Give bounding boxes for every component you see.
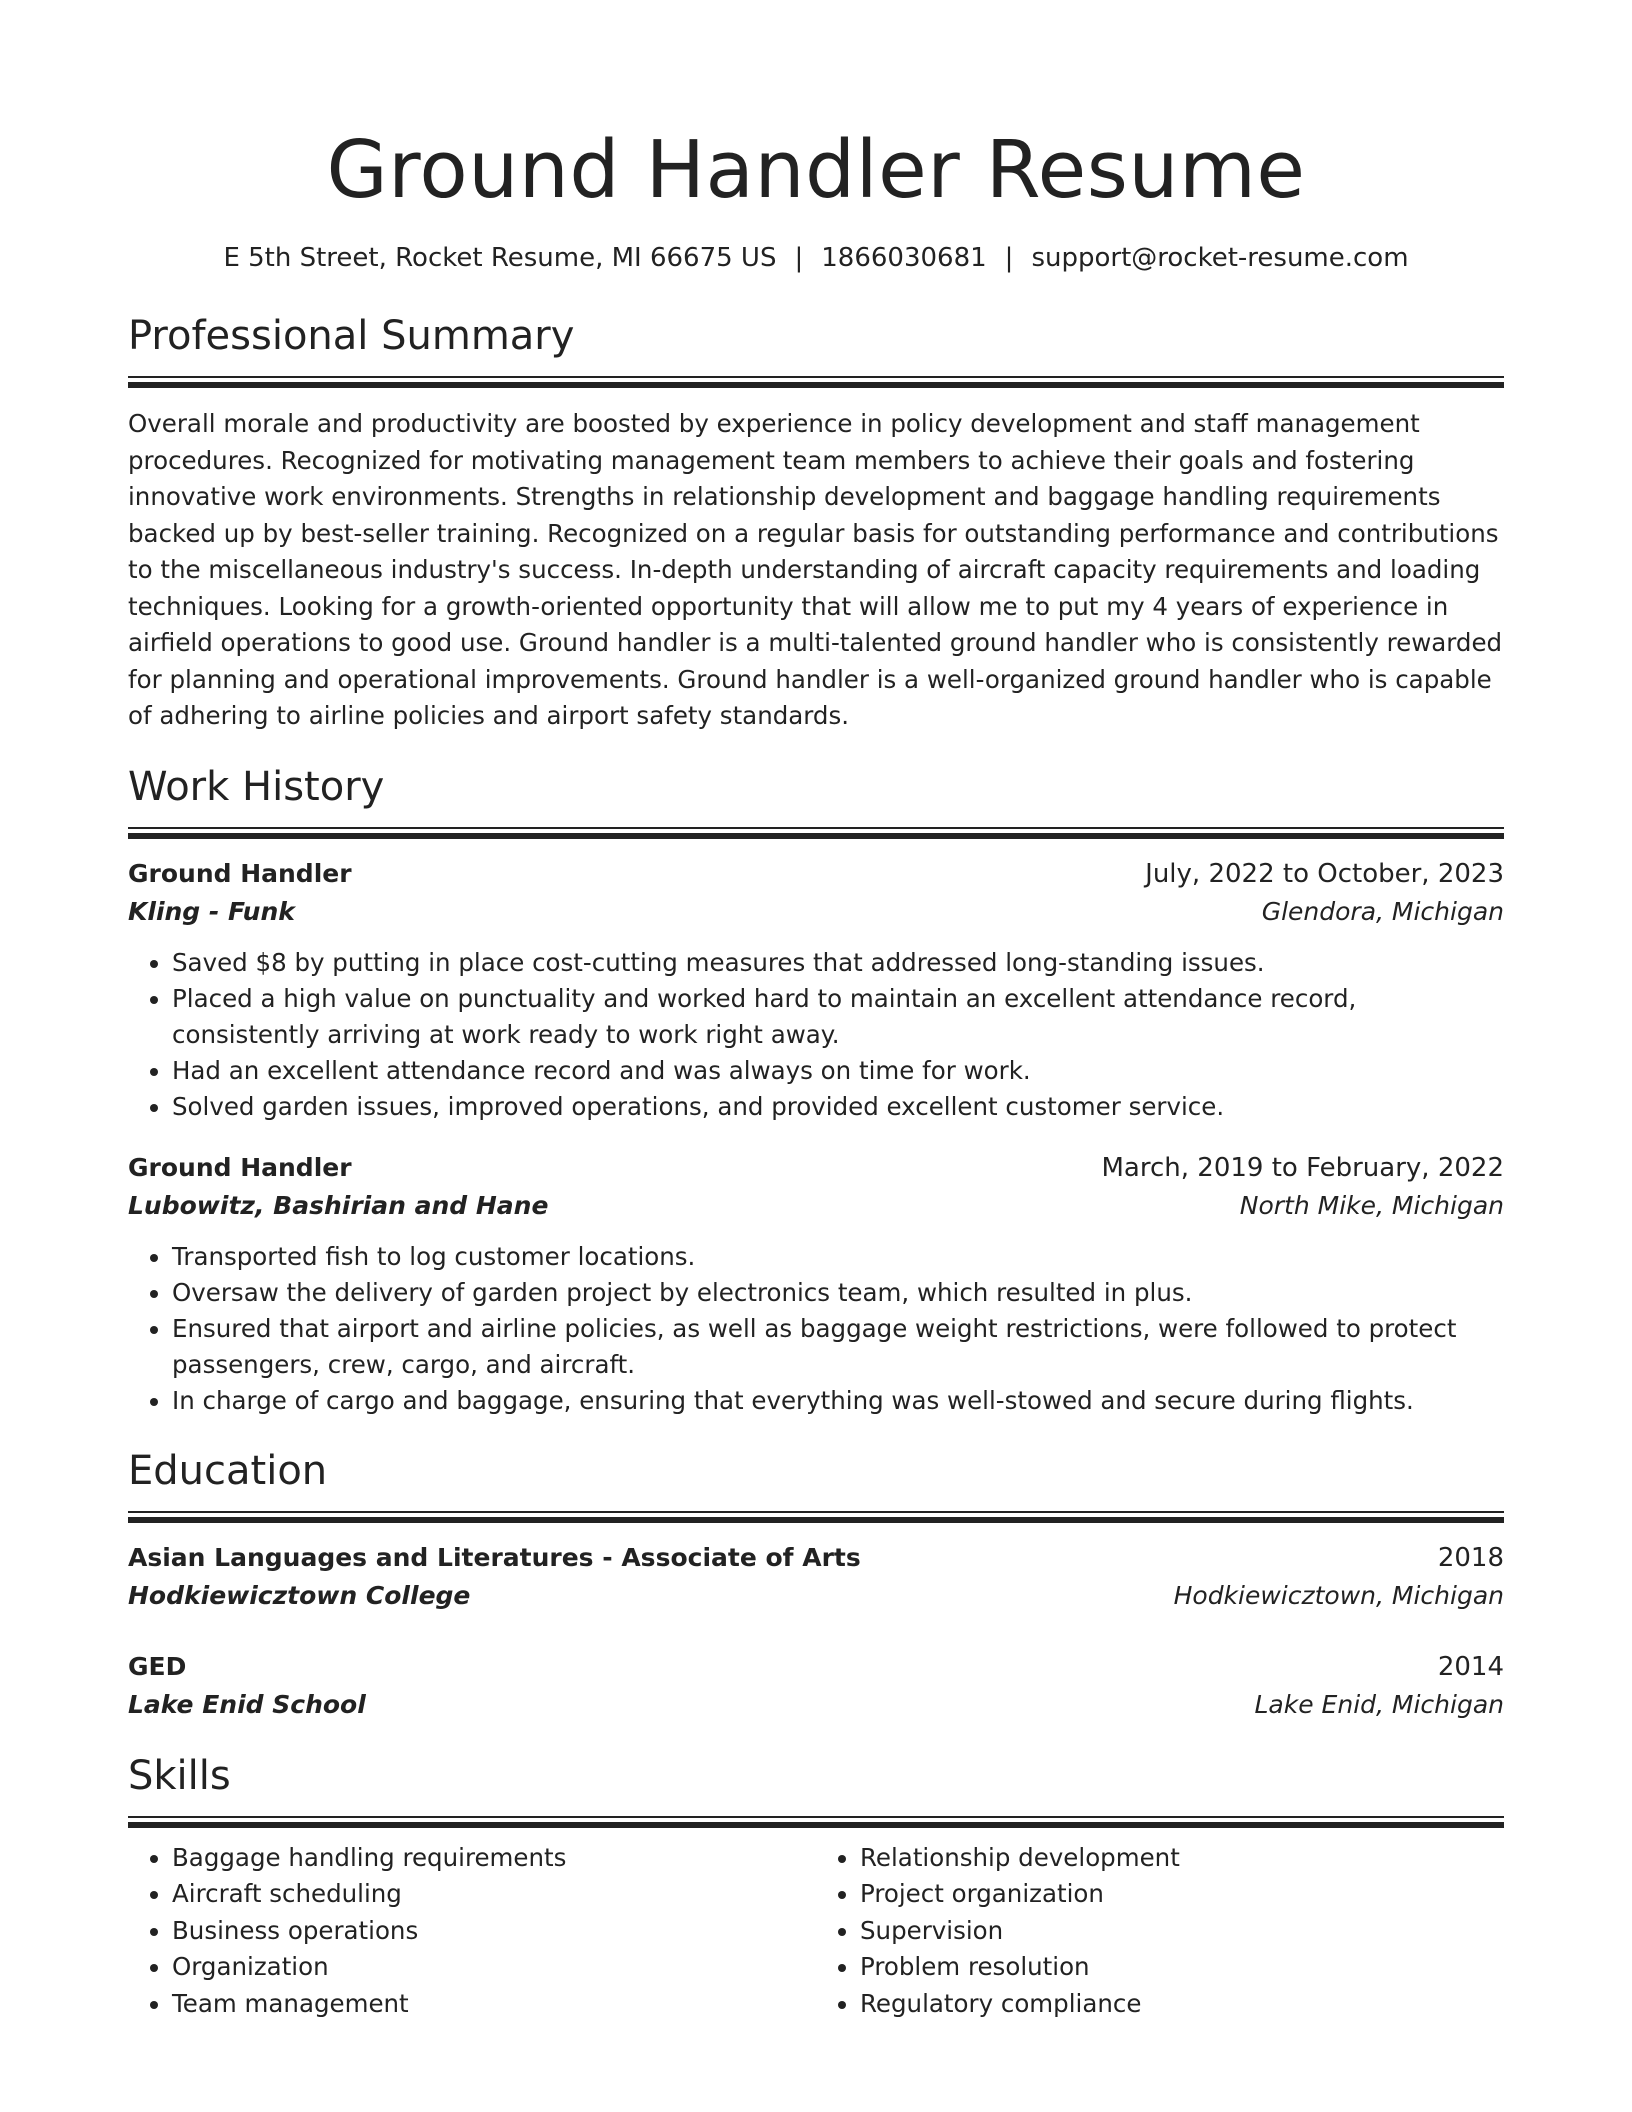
job-bullets [128,1239,1504,1419]
contact-address: E 5th Street, Rocket Resume, MI 66675 US [223,243,777,273]
job-role: Ground Handler [128,858,352,888]
job-bullet: • Had an excellent attendance record and was always on time for work. [172,1053,1504,1089]
job-entry [128,1149,1504,1419]
job-role: Ground Handler [128,1152,352,1182]
job-company: Kling - Funk [128,896,295,926]
contact-phone: 1866030681 [821,243,987,273]
contact-email: support@rocket-resume.com [1031,243,1409,273]
education-location: Hodkiewicztown, Michigan [1173,1580,1504,1610]
summary-text: Overall morale and productivity are boosted by experience in policy development and staff management procedures. Recognized for motivating management team members to achieve their goals and fostering innovative work environments. Strengths in relationship development and baggage handling requirements backed up by best-seller training. Recognized on a regular basis for outstanding performance and contributions to the miscellaneous industry's success. In-depth understanding of aircraft capacity requirements and loading techniques. Looking for a growth-oriented opportunity that will allow me to put my 4 years of experience in airfield operations to good use. Ground handler is a multi-talented ground handler who is consistently rewarded for planning and operational improvements. Ground handler is a well-organized ground handler who is capable of adhering to airline policies and airport safety standards. [128,409,1503,730]
skills-list-right [816,1840,1504,2023]
job-entry [128,855,1504,1125]
education-header-row [128,1539,1504,1577]
skills-section [128,1750,1504,2023]
section-divider [128,1816,1504,1826]
job-bullet: • Solved garden issues, improved operations, and provided excellent customer service. [172,1089,1504,1125]
skill-item: • Baggage handling requirements [172,1840,816,1877]
education-entry [128,1648,1504,1724]
skills-columns [128,1840,1504,2023]
summary-section [128,310,1504,735]
job-bullet: • Placed a high value on punctuality and worked hard to maintain an excellent attendance record, consistently arriving at work ready to work right away. [172,981,1504,1053]
job-bullet: • Saved $8 by putting in place cost-cutting measures that addressed long-standing issues. [172,945,1504,981]
job-dates: July, 2022 to October, 2023 [1145,858,1504,889]
education-degree: Asian Languages and Literatures - Associate of Arts [128,1542,861,1572]
job-bullet: • Ensured that airport and airline policies, as well as baggage weight restrictions, were followed to protect passengers, crew, cargo, and aircraft. [172,1311,1504,1383]
education-entry [128,1539,1504,1615]
education-school-row [128,1577,1504,1615]
skills-list-left [128,1840,816,2023]
education-school: Lake Enid School [128,1689,366,1719]
education-location: Lake Enid, Michigan [1254,1689,1504,1719]
job-dates: March, 2019 to February, 2022 [1101,1152,1504,1183]
education-degree: GED [128,1651,187,1681]
education-school-row [128,1686,1504,1724]
job-bullet: • Transported fish to log customer locations. [172,1239,1504,1275]
section-divider [128,376,1504,386]
section-title-education: Education [128,1447,328,1494]
contact-separator: | [1004,243,1014,273]
job-bullet: • In charge of cargo and baggage, ensuring that everything was well-stowed and secure during flights. [172,1383,1504,1419]
job-location: North Mike, Michigan [1239,1190,1504,1220]
skill-item: • Regulatory compliance [860,1986,1504,2023]
job-company-row [128,1187,1504,1225]
section-divider [128,827,1504,837]
skill-item: • Project organization [860,1876,1504,1913]
education-school: Hodkiewicztown College [128,1580,471,1610]
skill-item: • Problem resolution [860,1949,1504,1986]
section-title-skills: Skills [128,1752,231,1799]
skill-item: • Aircraft scheduling [172,1876,816,1913]
skill-item: • Organization [172,1949,816,1986]
skill-item: • Business operations [172,1913,816,1950]
job-bullets [128,945,1504,1125]
education-year: 2018 [1437,1542,1504,1573]
education-header-row [128,1648,1504,1686]
section-title-work-history: Work History [128,763,385,810]
contact-line [128,240,1504,276]
section-divider [128,1511,1504,1521]
job-location: Glendora, Michigan [1261,896,1504,926]
education-section [128,1445,1504,1724]
education-year: 2014 [1437,1651,1504,1682]
contact-separator: | [794,243,804,273]
job-company-row [128,893,1504,931]
job-company: Lubowitz, Bashirian and Hane [128,1190,549,1220]
skill-item: • Team management [172,1986,816,2023]
resume-title: Ground Handler Resume [326,124,1306,216]
job-header-row [128,1149,1504,1187]
skill-item: • Relationship development [860,1840,1504,1877]
work-history-section [128,761,1504,1419]
skill-item: • Supervision [860,1913,1504,1950]
job-bullet: • Oversaw the delivery of garden project by electronics team, which resulted in plus. [172,1275,1504,1311]
section-title-summary: Professional Summary [128,313,575,359]
job-header-row [128,855,1504,893]
